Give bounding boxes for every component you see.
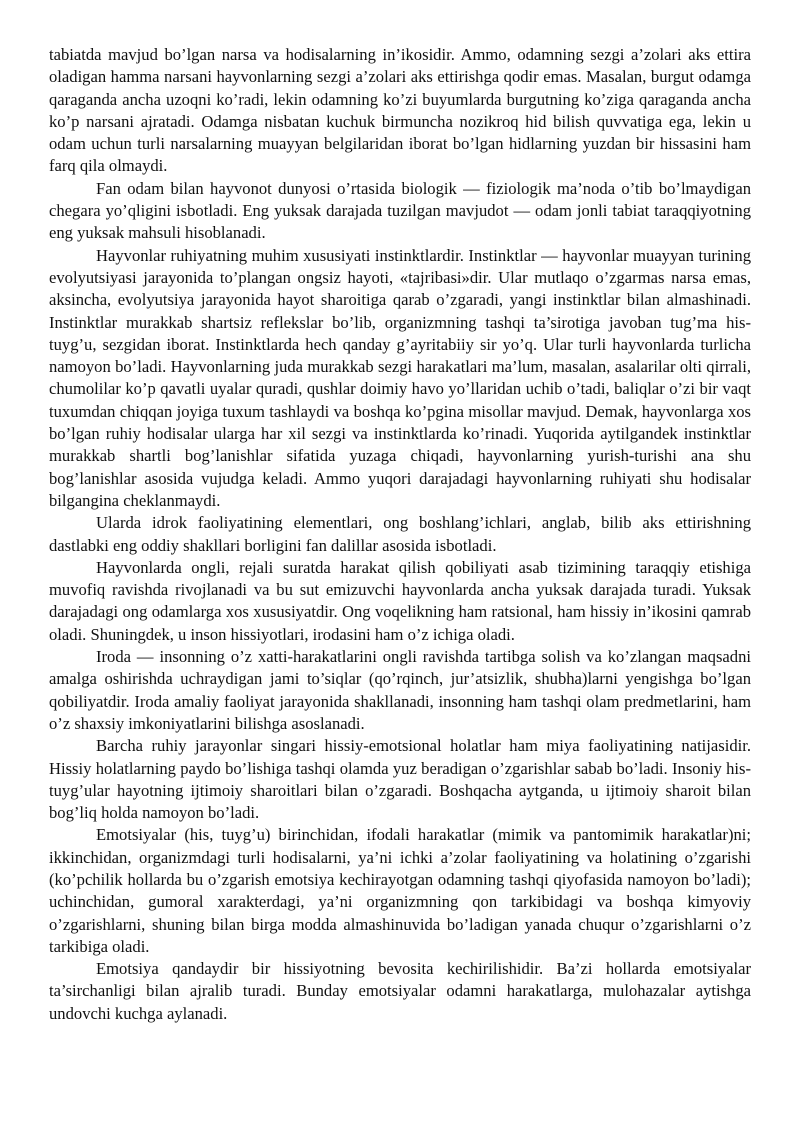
paragraph: Iroda — insonning o’z xatti-harakatlarini ongli ravishda tartibga solish va ko’zlangan maqsadni amalga oshirishda uchraydigan jami to’siqlar (qo’rqinch, jur’atsizlik, shubha)larni yengishga bo’lgan qobiliyatdir. Iroda amaliy faoliyat jarayonida shakllanadi, insonning ham tashqi olam predmetlarini, ham o’z shaxsiy imkoniyatlarini bilishga asoslanadi.	[49, 647, 751, 733]
paragraph: Emotsiyalar (his, tuyg’u) birinchidan, ifodali harakatlar (mimik va pantomimik harakatlar)ni; ikkinchidan, organizmdagi turli hodisalarni, ya’ni ichki a’zolar faoliyatining va holatining o’zgarishi (ko’pchilik hollarda bu o’zgarish emotsiya kechirayotgan odamning tashqi qiyofasida namoyon bo’ladi); uchinchidan, gumoral xarakterdagi, ya’ni organizmning qon tarkibidagi va boshqa kimyoviy o’zgarishlarni, shuning bilan birga modda almashinuvida bo’ladigan yanada chuqur o’zgarishlarni o’z tarkibiga oladi.	[49, 825, 751, 956]
paragraph: Hayvonlarda ongli, rejali suratda harakat qilish qobiliyati asab tizimining taraqqiy etishiga muvofiq ravishda rivojlanadi va bu sut emizuvchi hayvonlarda ancha yuksak darajada turadi. Yuksak darajadagi ong odamlarga xos xususiyatdir. Ong voqelikning ham ratsional, ham hissiy in’ikosini qamrab oladi. Shuningdek, u inson hissiyotlari, irodasini ham o’z ichiga oladi.	[49, 557, 751, 644]
paragraph: Fan odam bilan hayvonot dunyosi o’rtasida biologik — fiziologik ma’noda o’tib bo’lmaydigan chegara yo’qligini isbotladi. Eng yuksak darajada tuzilgan mavjudot — odam jonli tabiat taraqqiyotning eng yuksak mahsuli hisoblanadi.	[49, 178, 751, 243]
paragraph: Emotsiya qandaydir bir hissiyotning bevosita kechirilishidir. Ba’zi hollarda emotsiyalar ta’sirchanligi bilan ajralib turadi. Bunday emotsiyalar odamni harakatlarga, mulohazalar aytishga undovchi kuchga aylanadi.	[49, 959, 751, 1023]
paragraph: Barcha ruhiy jarayonlar singari hissiy-emotsional holatlar ham miya faoliyatining natijasidir. Hissiy holatlarning paydo bo’lishiga tashqi olamda yuz beradigan o’zgarishlar sabab bo’ladi. Insoniy his-tuyg’ular hayotning ijtimoiy sharoitlari bilan o’zgaradi. Boshqacha aytganda, u ijtimoiy sharoit bilan bog’liq holda namoyon bo’ladi.	[49, 736, 751, 823]
document-page	[49, 44, 751, 1025]
paragraph: Ularda idrok faoliyatining elementlari, ong boshlang’ichlari, anglab, bilib aks ettirishning dastlabki eng oddiy shakllari borligini fan dalillar asosida isbotladi.	[49, 513, 751, 555]
paragraph: Hayvonlar ruhiyatning muhim xususiyati instinktlardir. Instinktlar — hayvonlar muayyan turining evolyutsiyasi jarayonida to’plangan ongsiz hayoti, «tajribasi»dir. Ular mutlaqo o’zgarmas narsa emas, aksincha, evolyutsiya jarayonida hayot sharoitiga qarab o’zgaradi, yangi instinktlar bilan almashinadi. Instinktlar murakkab shartsiz reflekslar bo’lib, organizmning tashqi ta’sirotiga javoban tug’ma his-tuyg’u, sezgidan iborat. Instinktlarda hech qanday g’ayritabiiy sir yo’q. Ular turli hayvonlarda turlicha namoyon bo’ladi. Hayvonlarning juda murakkab sezgi harakatlari ma’lum, masalan, asalarilar olti qirrali, chumolilar ko’p qavatli uyalar quradi, qushlar doimiy havo yo’llaridan uchib o’tadi, baliqlar o’zi bir vaqt tuxumdan chiqqan joyiga tuxum tashlaydi va boshqa ko’pgina misollar mavjud. Demak, hayvonlarga xos bo’lgan ruhiy hodisalar ularga har xil sezgi va instinktlarda ko’rinadi. Yuqorida aytilgandek instinktlar murakkab shartli bog’lanishlar sifatida yuzaga chiqadi, hayvonlarning yurish-turishi ana shu bog’lanishlar asosida vujudga keladi. Ammo yuqori darajadagi hayvonlarning ruhiyati shu hodisalar bilgangina cheklanmaydi.	[49, 245, 751, 510]
paragraph: tabiatda mavjud bo’lgan narsa va hodisalarning in’ikosidir. Ammo, odamning sezgi a’zolari aks ettira oladigan hamma narsani hayvonlarning sezgi a’zolari aks ettirishga qodir emas. Masalan, burgut odamga qaraganda ancha uzoqni ko’radi, lekin odamning ko’zi buyumlarda burgutning ko’ziga qaraganda ancha ko’p narsani ajratadi. Odamga nisbatan kuchuk birmuncha nozikroq hid bilish quvvatiga ega, lekin u odam uchun turli narsalarning muayyan belgilaridan iborat bo’lgan hidlarning yuzdan bir hissasini ham farq qila olmaydi.	[49, 45, 751, 176]
